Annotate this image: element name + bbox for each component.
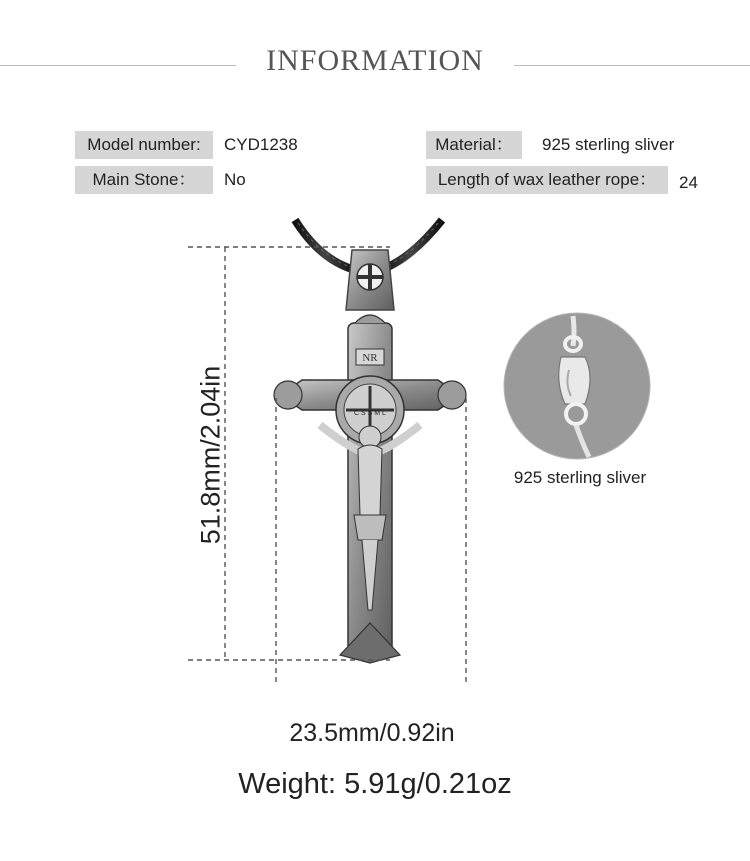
material-value: 925 sterling sliver <box>542 135 675 154</box>
clasp-detail-image <box>503 312 651 460</box>
model-number-value: CYD1238 <box>224 135 298 154</box>
weight-label: Weight: 5.91g/0.21oz <box>238 768 512 800</box>
height-dimension-label: 51.8mm/2.04in <box>195 365 226 545</box>
rope-length-value: 24 <box>679 173 698 192</box>
rope-length-label: Length of wax leather rope： <box>426 166 668 194</box>
main-stone-label: Main Stone： <box>75 166 213 194</box>
title-divider-left <box>0 65 236 66</box>
section-header <box>0 40 750 90</box>
main-stone-value: No <box>224 170 246 189</box>
material-label: Material： <box>426 131 522 159</box>
title-divider-right <box>514 65 750 66</box>
medal-letters: C S S M L <box>354 410 386 417</box>
pendant-bail <box>346 250 394 310</box>
model-number-label: Model number: <box>75 131 213 159</box>
inri-plate-text: NR <box>362 352 378 364</box>
detail-caption: 925 sterling sliver <box>513 468 647 487</box>
width-dimension-label: 23.5mm/0.92in <box>289 719 455 747</box>
page-title: INFORMATION <box>266 44 484 77</box>
corpus-figure <box>320 425 420 610</box>
